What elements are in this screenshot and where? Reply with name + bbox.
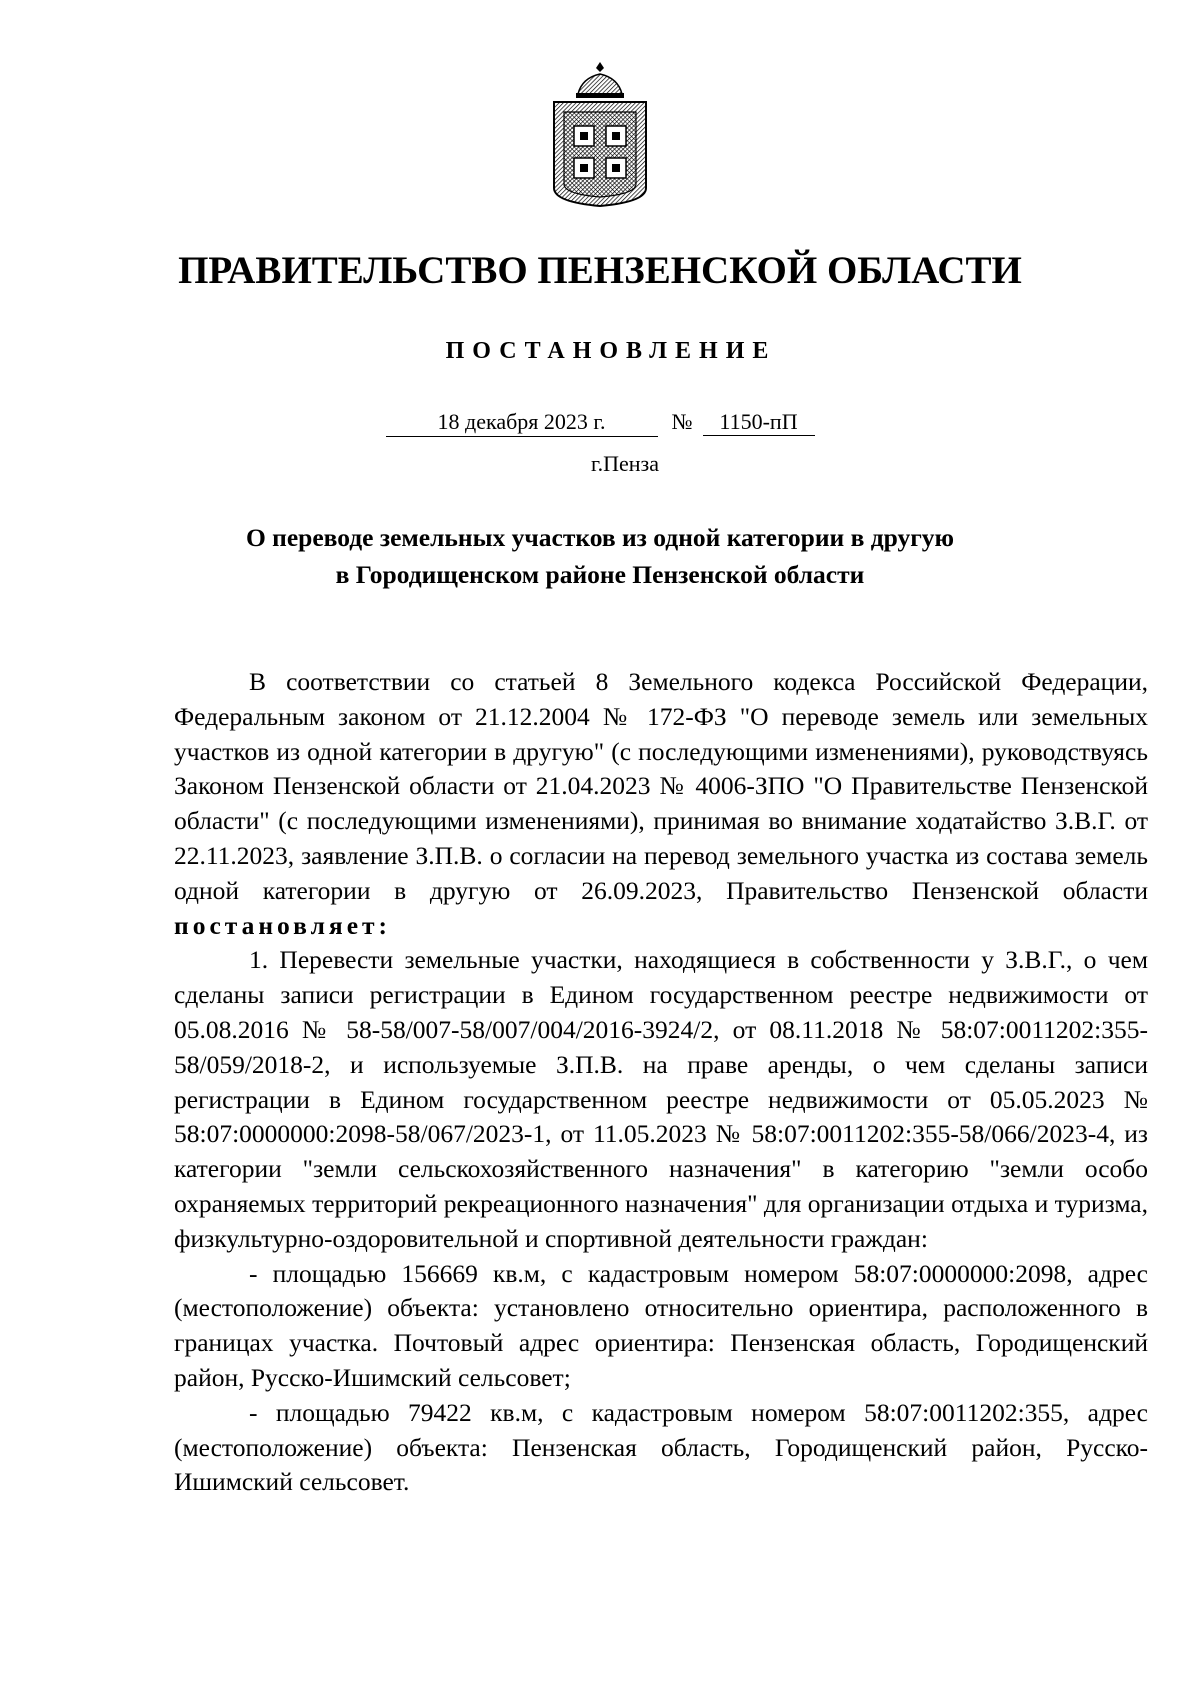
document-type: ПОСТАНОВЛЕНИЕ xyxy=(445,338,777,364)
document-body xyxy=(174,665,1148,1500)
document-date: 18 декабря 2023 г. xyxy=(386,409,658,437)
subject-line-2: в Городищенском районе Пензенской области xyxy=(335,560,865,589)
item-1-paragraph: 1. Перевести земельные участки, находящиеся в собственности у З.В.Г., о чем сделаны записи регистрации в Едином государственном реестре недвижимости от 05.08.2016 № 58-58/007-58/007/004/2016-3924/2, от 08.11.2018 № 58:07:0011202:355-58/059/2018-2, и используемые З.П.В. на праве аренды, о чем сделаны записи регистрации в Едином государственном реестре недвижимости от 05.05.2023 № 58:07:0000000:2098-58/067/2023-1, от 11.05.2023 № 58:07:0011202:355-58/066/2023-4, из категории "земли сельскохозяйственного назначения" в категорию "земли особо охраняемых территорий рекреационного назначения" для организации отдыха и туризма, физкультурно-оздоровительной и спортивной деятельности граждан: xyxy=(174,945,1148,1253)
coat-of-arms-emblem xyxy=(542,60,658,208)
intro-text: В соответствии со статьей 8 Земельного кодекса Российской Федерации, Федеральным законом от 21.12.2004 № 172-ФЗ "О переводе земель или земельных участков из одной категории в другую" (с последующими изменениями), руководствуясь Законом Пензенской области от 21.04.2023 № 4006-ЗПО "О Правительстве Пензенской области" (с последующими изменениями), принимая во внимание ходатайство З.В.Г. от 22.11.2023, заявление З.П.В. о согласии на перевод земельного участка из состава земель одной категории в другую от 26.09.2023, Правительство Пензенской области xyxy=(174,667,1148,905)
intro-paragraph xyxy=(174,665,1148,943)
document-city: г.Пенза xyxy=(591,451,659,476)
decree-word: постановляет: xyxy=(174,910,392,940)
date-number-line xyxy=(0,409,1200,437)
plot-1-paragraph: - площадью 156669 кв.м, с кадастровым номером 58:07:0000000:2098, адрес (местоположение) объекта: установлено относительно ориентира, расположенного в границах участка. Почтовый адрес ориентира: Пензенская область, Городищенский район, Русско-Ишимский сельсовет; xyxy=(174,1258,1148,1392)
plot-2-paragraph: - площадью 79422 кв.м, с кадастровым номером 58:07:0011202:355, адрес (местоположение) объекта: Пензенская область, Городищенский район, Русско-Ишимский сельсовет. xyxy=(174,1397,1148,1497)
document-number: 1150-пП xyxy=(703,409,815,436)
document-subject xyxy=(0,519,1200,593)
number-sign: № xyxy=(671,409,693,434)
subject-line-1: О переводе земельных участков из одной категории в другую xyxy=(245,523,955,552)
organization-title: ПРАВИТЕЛЬСТВО ПЕНЗЕНСКОЙ ОБЛАСТИ xyxy=(178,249,1022,292)
